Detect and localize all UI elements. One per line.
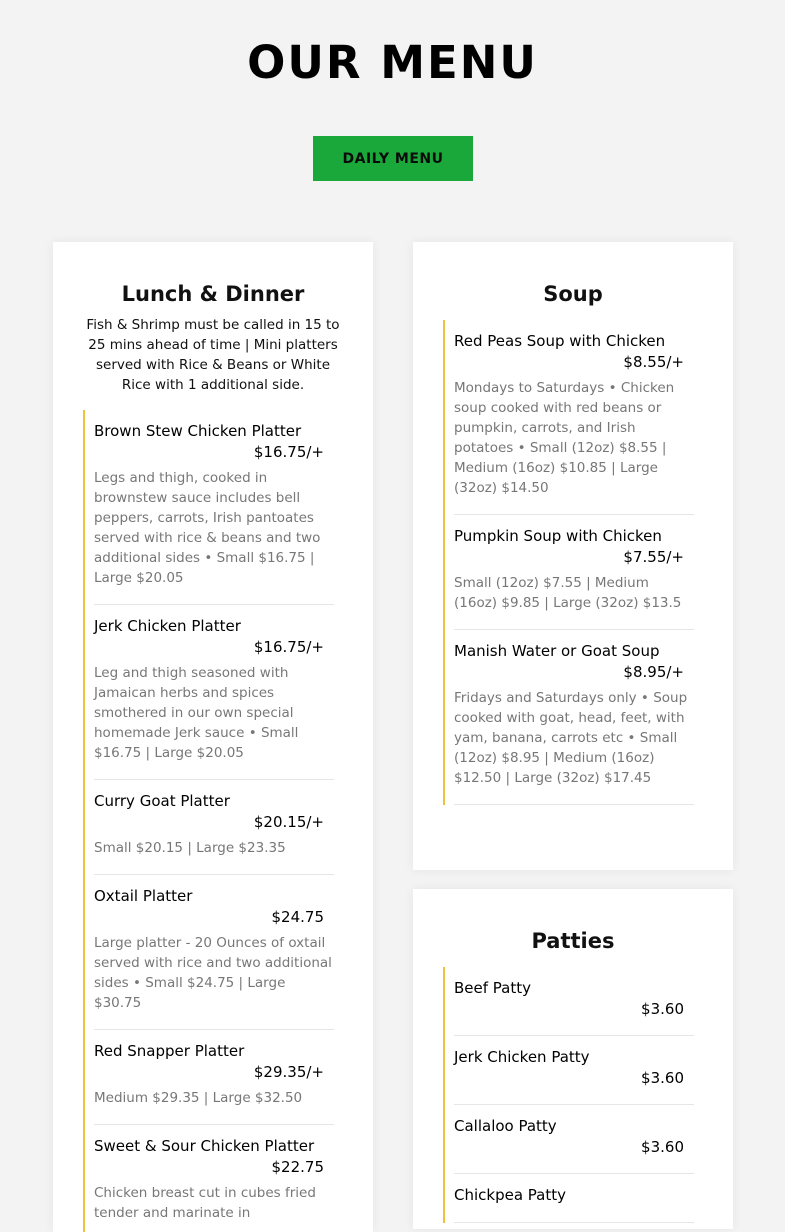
item-price: $3.60 [641,1069,684,1087]
item-name: Manish Water or Goat Soup [454,642,660,660]
menu-item[interactable] [94,1030,334,1125]
menu-item[interactable] [454,967,694,1036]
menu-item[interactable] [454,630,694,805]
item-description: Mondays to Saturdays • Chicken soup cooked with red beans or pumpkin, carrots, and Irish potatoes • Small (12oz) $8.55 | Medium (16oz) $10.85 | Large (32oz) $14.50 [454,380,675,496]
page-title: OUR MENU [247,36,538,89]
item-price: $8.95/+ [623,663,684,681]
menu-item[interactable] [454,1036,694,1105]
soup-card [413,242,733,870]
item-price: $29.35/+ [253,1063,324,1081]
patties-card [413,889,733,1229]
card-title: Patties [531,929,615,953]
item-name: Brown Stew Chicken Platter [94,422,302,440]
item-name: Pumpkin Soup with Chicken [454,527,662,545]
card-title: Lunch & Dinner [121,282,305,306]
item-name: Red Peas Soup with Chicken [454,332,666,350]
menu-item[interactable] [454,1105,694,1174]
card-title: Soup [543,282,603,306]
item-price: $3.60 [641,1138,684,1156]
item-description: Legs and thigh, cooked in brownstew sauce includes bell peppers, carrots, Irish pantoates served with rice & beans and two additional sides • Small $16.75 | Large $20.05 [94,470,321,586]
lunch-dinner-card [53,242,373,1232]
item-name: Sweet & Sour Chicken Platter [94,1137,315,1155]
menu-item[interactable] [94,875,334,1030]
item-price: $3.60 [641,1000,684,1018]
menu-item-list [83,410,343,1232]
item-description: Chicken breast cut in cubes fried tender and marinate in [94,1185,316,1221]
item-price: $20.15/+ [253,813,324,831]
item-description: Medium $29.35 | Large $32.50 [94,1090,303,1106]
daily-menu-button[interactable]: DAILY MENU [313,136,473,181]
item-price: $16.75/+ [253,638,324,656]
card-note: Fish & Shrimp must be called in 15 to 25 mins ahead of time | Mini platters served with Rice & Beans or White Rice with 1 additional side. [86,317,340,393]
menu-item[interactable] [454,1174,694,1223]
item-price: $8.55/+ [623,353,684,371]
item-name: Curry Goat Platter [94,792,230,810]
item-price: $22.75 [271,1158,324,1176]
menu-item-list [443,967,703,1223]
item-price: $7.55/+ [623,548,684,566]
item-name: Callaloo Patty [454,1117,557,1135]
item-description: Leg and thigh seasoned with Jamaican herbs and spices smothered in our own special homemade Jerk sauce • Small $16.75 | Large $20.05 [94,665,299,761]
menu-item[interactable] [94,605,334,780]
menu-item[interactable] [94,410,334,605]
item-description: Large platter - 20 Ounces of oxtail served with rice and two additional sides • Small $24.75 | Large $30.75 [94,935,332,1011]
item-name: Jerk Chicken Patty [454,1048,590,1066]
item-name: Chickpea Patty [454,1186,566,1204]
item-price: $24.75 [271,908,324,926]
item-name: Oxtail Platter [94,887,193,905]
item-description: Small (12oz) $7.55 | Medium (16oz) $9.85 | Large (32oz) $13.5 [454,575,682,611]
menu-item[interactable] [94,1125,334,1232]
item-price: $16.75/+ [253,443,324,461]
menu-item[interactable] [454,320,694,515]
menu-item-list [443,320,703,805]
item-description: Fridays and Saturdays only • Soup cooked with goat, head, feet, with yam, banana, carrots etc • Small (12oz) $8.95 | Medium (16oz) $12.50 | Large (32oz) $17.45 [454,690,688,786]
item-name: Jerk Chicken Platter [94,617,241,635]
menu-item[interactable] [454,515,694,630]
item-name: Red Snapper Platter [94,1042,245,1060]
menu-item[interactable] [94,780,334,875]
item-description: Small $20.15 | Large $23.35 [94,840,286,856]
item-name: Beef Patty [454,979,531,997]
